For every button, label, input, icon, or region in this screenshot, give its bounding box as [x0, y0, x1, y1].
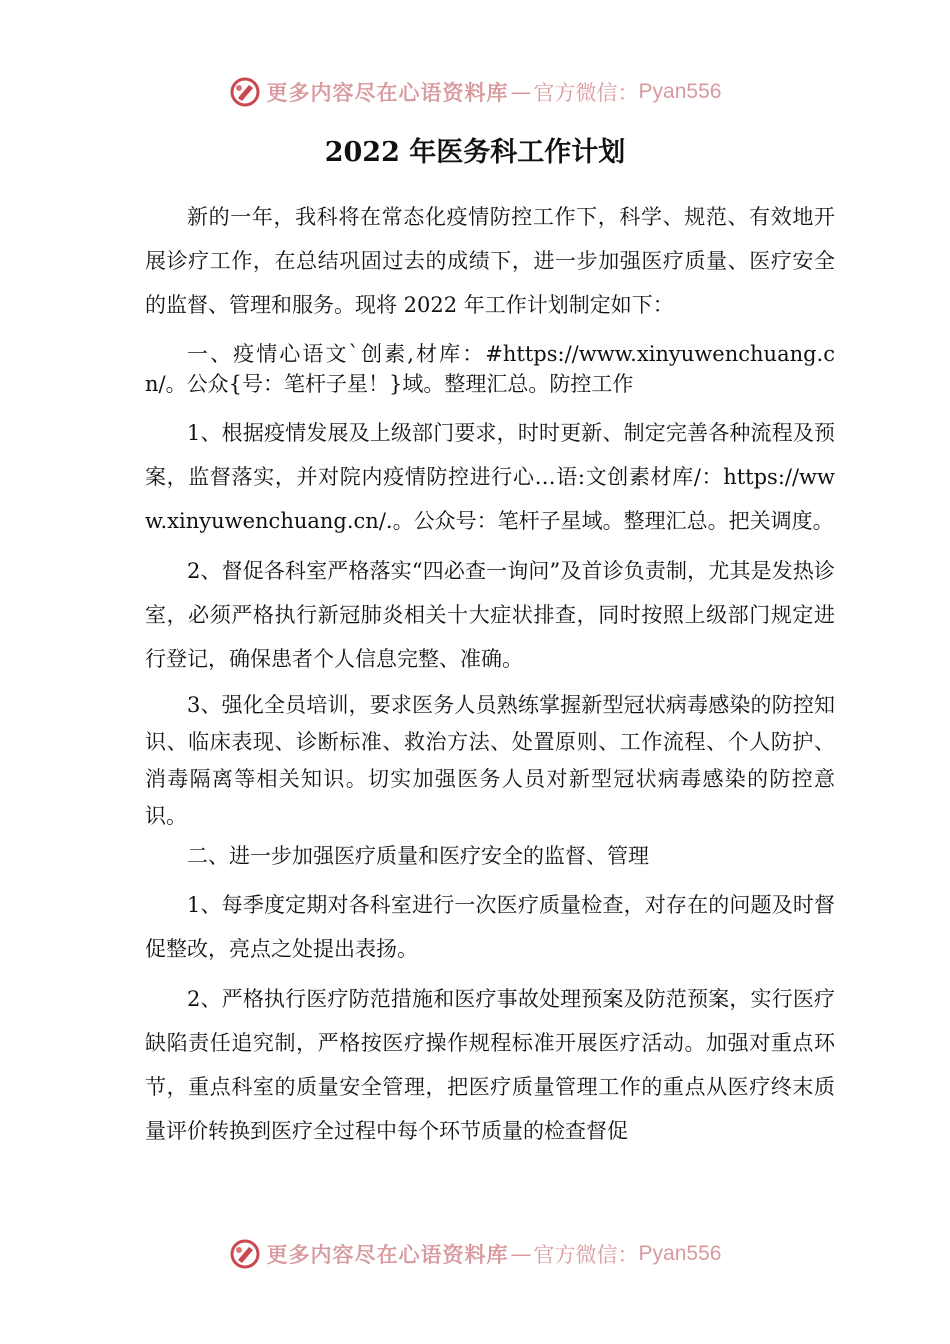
banner-dash: —: [510, 80, 532, 104]
banner-dash: —: [510, 1242, 532, 1266]
banner-wechat-id: Pyan556: [638, 1242, 722, 1265]
paragraph-section-2: 二、进一步加强医疗质量和医疗安全的监督、管理: [187, 844, 649, 868]
banner-wechat-id: Pyan556: [638, 80, 722, 103]
paragraph-section-1: 一、疫情心语文`创素,材库：#https://www.xinyuwenchuang.cn/。公众{号：笔杆子星！}域。整理汇总。防控工作: [145, 342, 835, 396]
brand-logo-icon: [229, 1238, 261, 1270]
banner-brand-text: 更多内容尽在心语资料库: [266, 81, 509, 105]
header-banner: [0, 72, 950, 112]
document-title: 2022 年医务科工作计划: [324, 137, 626, 168]
paragraph-item-2-1: 1、每季度定期对各科室进行一次医疗质量检查，对存在的问题及时督促整改，亮点之处提出表扬。: [145, 893, 835, 961]
document-body: [145, 195, 835, 1153]
banner-wechat-label: 官方微信：: [533, 81, 639, 105]
paragraph-item-1-2: 2、督促各科室严格落实“四必查一询问”及首诊负责制，尤其是发热诊室，必须严格执行新冠肺炎相关十大症状排查，同时按照上级部门规定进行登记，确保患者个人信息完整、准确。: [145, 559, 835, 671]
banner-brand-text: 更多内容尽在心语资料库: [266, 1243, 509, 1267]
paragraph-item-1-3: 3、强化全员培训，要求医务人员熟练掌握新型冠状病毒感染的防控知识、临床表现、诊断标准、救治方法、处置原则、工作流程、个人防护、消毒隔离等相关知识。切实加强医务人员对新型冠状病毒感染的防控意识。: [145, 693, 835, 828]
paragraph-item-1-1: 1、根据疫情发展及上级部门要求，时时更新、制定完善各种流程及预案，监督落实，并对院内疫情防控进行心…语:文创素材库/：https://www.xinyuwenchuang.cn/.。公众号：笔杆子星域。整理汇总。把关调度。: [145, 421, 835, 533]
banner-wechat-label: 官方微信：: [533, 1243, 639, 1267]
paragraph-intro: 新的一年，我科将在常态化疫情防控工作下，科学、规范、有效地开展诊疗工作，在总结巩固过去的成绩下，进一步加强医疗质量、医疗安全的监督、管理和服务。现将 2022 年工作计划制定如下：: [145, 205, 835, 317]
paragraph-item-2-2: 2、严格执行医疗防范措施和医疗事故处理预案及防范预案，实行医疗缺陷责任追究制，严格按医疗操作规程标准开展医疗活动。加强对重点环节，重点科室的质量安全管理，把医疗质量管理工作的重点从医疗终末质量评价转换到医疗全过程中每个环节质量的检查督促: [145, 987, 835, 1143]
footer-banner: [0, 1234, 950, 1274]
brand-logo-icon: [229, 76, 261, 108]
